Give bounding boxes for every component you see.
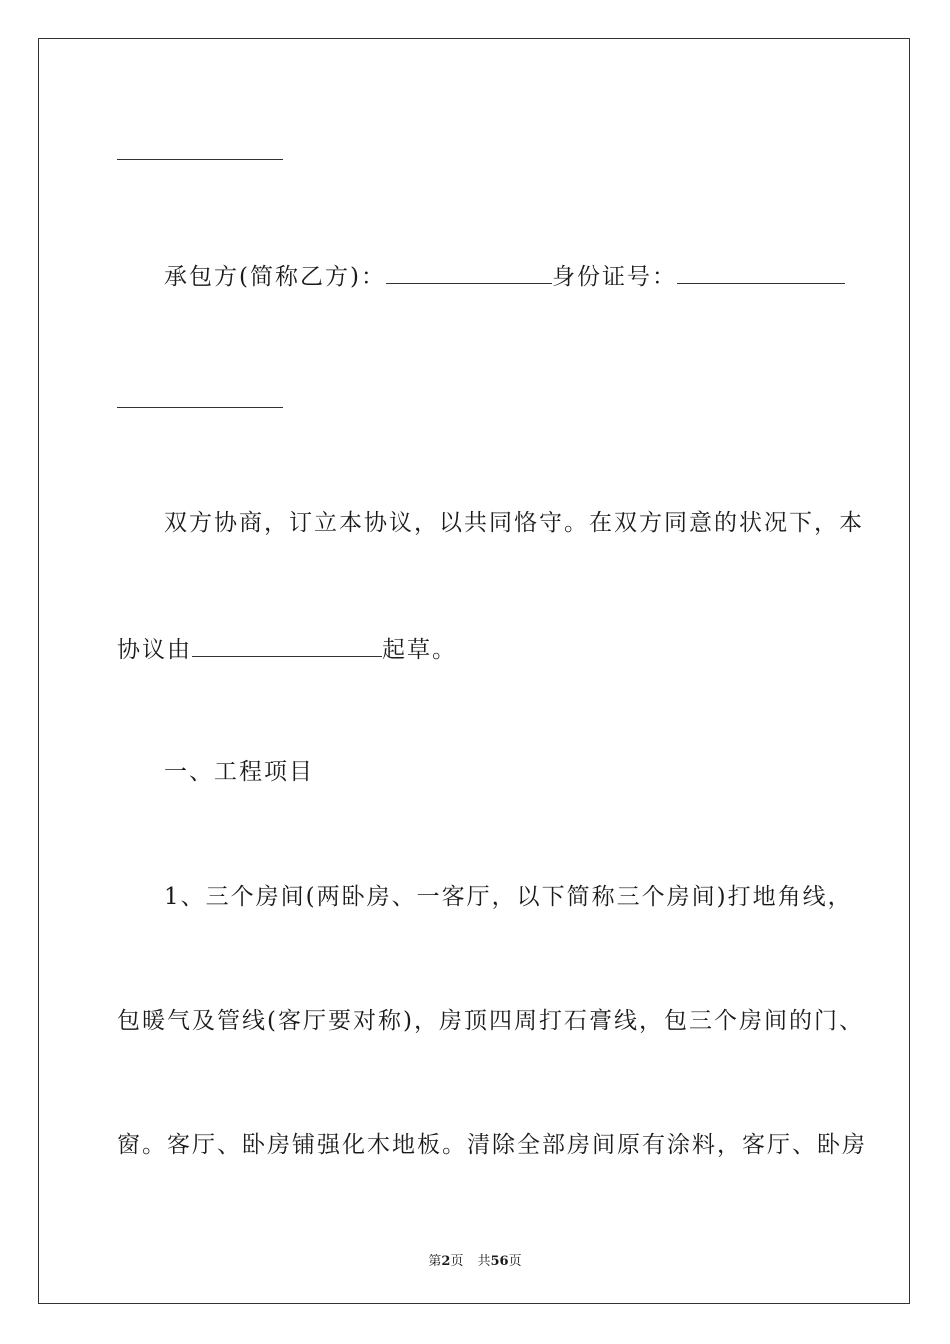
item1-line1: 1、三个房间(两卧房、一客厅，以下简称三个房间)打地角线，: [164, 884, 853, 910]
drafted-by-prefix: 协议由: [117, 637, 192, 663]
blank-line-top: [117, 158, 283, 160]
blank-line-second: [117, 406, 283, 408]
contractor-name-blank: [386, 263, 552, 284]
paragraph-agreement-line1: 双方协商，订立本协议，以共同恪守。在双方同意的状况下，本: [164, 510, 864, 536]
footer-page-suffix: 页: [450, 1254, 464, 1269]
drafter-blank: [192, 636, 382, 657]
item1-line2: 包暖气及管线(客厅要对称)，房顶四周打石膏线，包三个房间的门、: [117, 1008, 864, 1034]
footer-page-prefix: 第: [428, 1254, 442, 1269]
page-footer: [0, 1250, 950, 1269]
id-number-blank: [677, 263, 845, 284]
contractor-label: 承包方(简称乙方)：: [164, 264, 386, 290]
contractor-line: [164, 263, 845, 289]
footer-total-prefix: 共: [477, 1254, 491, 1269]
footer-page-number: 2: [441, 1254, 451, 1269]
item1-line3: 窗。客厅、卧房铺强化木地板。清除全部房间原有涂料，客厅、卧房: [117, 1132, 867, 1158]
footer-total-pages: 56: [490, 1254, 509, 1269]
footer-total-suffix: 页: [508, 1254, 522, 1269]
id-number-label: 身份证号：: [551, 264, 677, 290]
page-frame: [38, 38, 910, 1304]
drafted-by-suffix: 起草。: [382, 637, 457, 663]
paragraph-agreement-line2: [117, 636, 457, 662]
section-heading-project: 一、工程项目: [164, 759, 314, 785]
